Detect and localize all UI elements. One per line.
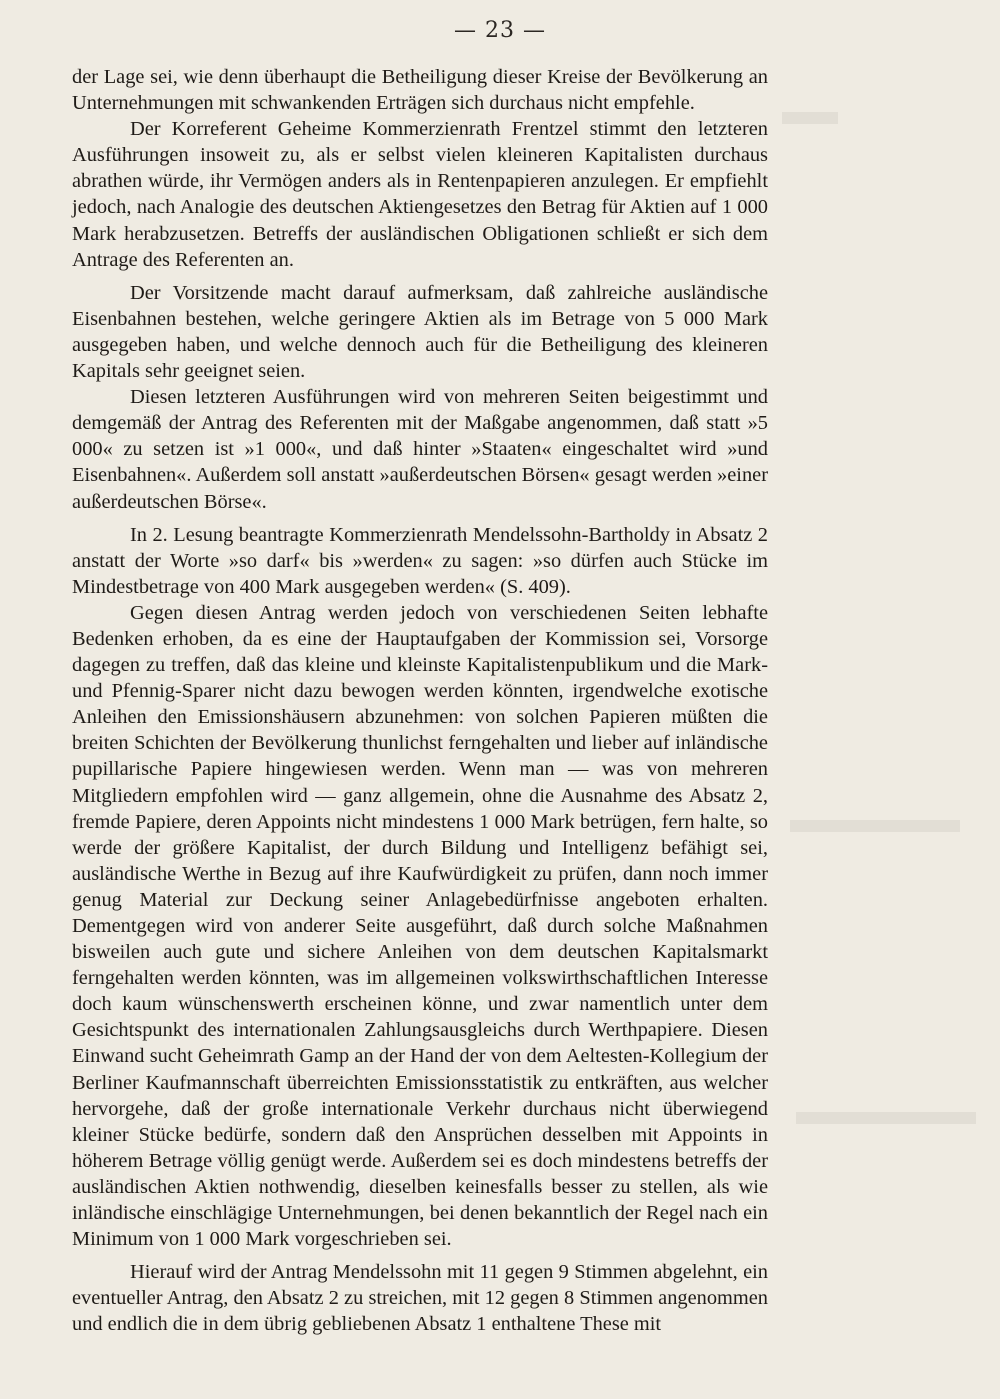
paragraph: der Lage sei, wie denn überhaupt die Betheiligung dieser Kreise der Bevölkerung an Unternehmungen mit schwankenden Erträgen sich durchaus nicht empfehle. [72,66,768,115]
paragraph: Der Korreferent Geheime Kommerzienrath Frentzel stimmt den letzteren Ausführungen insoweit zu, als er selbst vielen kleineren Kapitalisten durchaus abrathen würde, ihr Vermögen anders als in Rentenpapieren anzulegen. Er empfiehlt jedoch, nach Analogie des deutschen Aktiengesetzes den Betrag für Aktien auf 1 000 Mark herabzusetzen. Betreffs der ausländischen Obligationen schließt er sich dem Antrage des Referenten an. [72,118,768,271]
paragraph: Diesen letzteren Ausführungen wird von mehreren Seiten beigestimmt und demgemäß der Antrag des Referenten mit der Maßgabe angenommen, daß statt »5 000« zu setzen ist »1 000«, und daß hinter »Staaten« eingeschaltet wird »und Eisenbahnen«. Außerdem soll anstatt »außerdeutschen Börsen« gesagt werden »einer außerdeutschen Börse«. [72,386,768,513]
paragraph: Hierauf wird der Antrag Mendelssohn mit 11 gegen 9 Stimmen abgelehnt, ein eventueller Antrag, den Absatz 2 zu streichen, mit 12 gegen 8 Stimmen angenommen und endlich die in dem übrig gebliebenen Absatz 1 enthaltene These mit [72,1261,768,1336]
bleed-through-mark [790,820,960,832]
page-number: — 23 — [454,18,546,43]
body-text [72,64,768,1338]
paragraph: Gegen diesen Antrag werden jedoch von verschiedenen Seiten lebhafte Bedenken erhoben, da es eine der Hauptaufgaben der Kommission sei, Vorsorge dagegen zu treffen, daß das kleine und kleinste Kapitalistenpublikum und die Mark- und Pfennig-Sparer nicht dazu bewogen werden könnten, irgendwelche exotische Anleihen den Emissionshäusern abzunehmen: von solchen Papieren müßten die breiten Schichten der Bevölkerung thunlichst ferngehalten und lieber auf inländische pupillarische Papiere hingewiesen werden. Wenn man — was von mehreren Mitgliedern empfohlen wird — ganz allgemein, ohne die Ausnahme des Absatz 2, fremde Papiere, deren Appoints nicht mindestens 1 000 Mark betrügen, fern halte, so werde der größere Kapitalist, der durch Bildung und Intelligenz befähigt sei, ausländische Werthe in Bezug auf ihre Kaufwürdigkeit zu prüfen, dann noch immer genug Material zur Deckung seiner Anlagebedürfnisse angeboten erhalten. Dementgegen wird von anderer Seite ausgeführt, daß durch solche Maßnahmen bisweilen auch gute und sichere Anleihen von dem deutschen Kapitalsmarkt ferngehalten werden könnten, was im allgemeinen volkswirthschaftlichen Interesse doch kaum wünschenswerth erscheinen könne, und zwar namentlich unter dem Gesichtspunkt des internationalen Zahlungsausgleichs durch Werthpapiere. Diesen Einwand sucht Geheimrath Gamp an der Hand der von dem Aeltesten-Kollegium der Berliner Kaufmannschaft überreichten Emissionsstatistik zu entkräften, aus welcher hervorgehe, daß der große internationale Verkehr durchaus nicht überwiegend kleiner Stücke bedürfe, sondern daß den Ansprüchen desselben mit Appoints in höherem Betrage völlig genügt werde. Außerdem sei es doch mindestens betreffs der ausländischen Aktien nothwendig, dieselben keinesfalls besser zu stellen, als wie inländische einschlägige Unternehmungen, bei denen bekanntlich der Regel nach ein Minimum von 1 000 Mark vorgeschrieben sei. [72,601,768,1251]
bleed-through-mark [796,1112,976,1124]
paragraph: In 2. Lesung beantragte Kommerzienrath Mendelssohn-Bartholdy in Absatz 2 anstatt der Worte »so darf« bis »werden« zu sagen: »so dürfen auch Stücke im Mindestbetrage von 400 Mark ausgegeben werden« (S. 409). [72,523,768,598]
bleed-through-mark [782,112,838,124]
paragraph: Der Vorsitzende macht darauf aufmerksam, daß zahlreiche ausländische Eisenbahnen bestehen, welche geringere Aktien als im Betrage von 5 000 Mark ausgegeben haben, und welche dennoch auch für die Betheiligung des kleineren Kapitals sehr geeignet seien. [72,281,768,383]
